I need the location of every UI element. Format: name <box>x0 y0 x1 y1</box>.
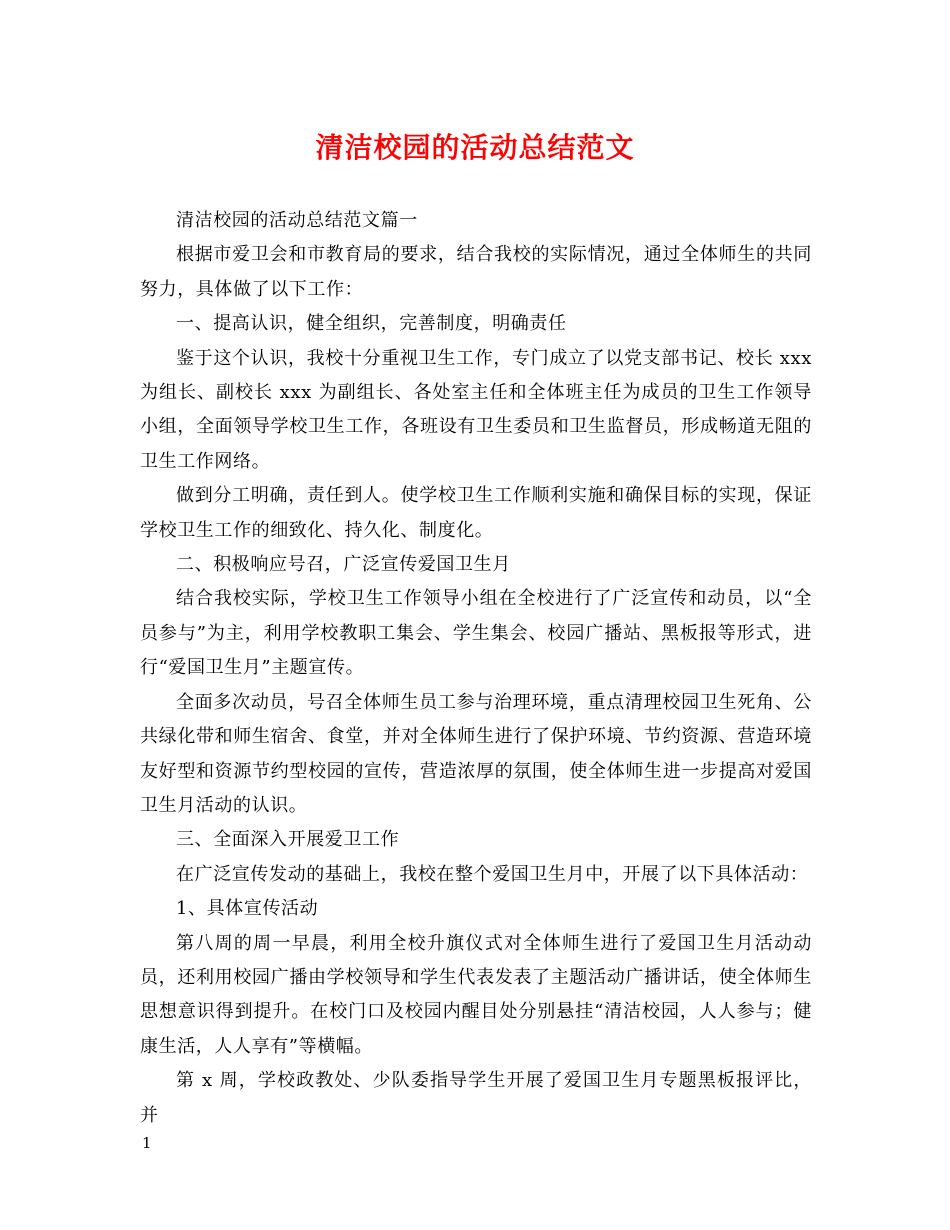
paragraph: 做到分工明确，责任到人。使学校卫生工作顺利实施和确保目标的实现，保证学校卫生工作的细致化、持久化、制度化。 <box>140 485 812 541</box>
page-number: 1 <box>142 1134 152 1152</box>
document-title: 清洁校园的活动总结范文 <box>315 131 635 164</box>
paragraph: 三、全面深入开展爱卫工作 <box>176 829 400 851</box>
paragraph: 二、积极响应号召，广泛宣传爱国卫生月 <box>176 554 511 576</box>
paragraph: 1、具体宣传活动 <box>176 898 319 920</box>
paragraph: 全面多次动员，号召全体师生员工参与治理环境，重点清理校园卫生死角、公共绿化带和师生宿舍、食堂，并对全体师生进行了保护环境、节约资源、营造环境友好型和资源节约型校园的宣传，营造浓厚的氛围，使全体师生进一步提高对爱国卫生月活动的认识。 <box>140 691 812 816</box>
paragraph: 第八周的周一早晨，利用全校升旗仪式对全体师生进行了爱国卫生月活动动员，还利用校园广播由学校领导和学生代表发表了主题活动广播讲话，使全体师生思想意识得到提升。在校门口及校园内醒目处分别悬挂“清洁校园，人人参与；健康生活，人人享有”等横幅。 <box>140 932 812 1057</box>
paragraph: 在广泛宣传发动的基础上，我校在整个爱国卫生月中，开展了以下具体活动： <box>176 863 809 885</box>
paragraph: 根据市爱卫会和市教育局的要求，结合我校的实际情况，通过全体师生的共同努力，具体做了以下工作： <box>140 244 812 300</box>
paragraph: 鉴于这个认识，我校十分重视卫生工作，专门成立了以党支部书记、校长 xxx 为组长、副校长 xxx 为副组长、各处室主任和全体班主任为成员的卫生工作领导小组，全面领导学校卫生工作，各班设有卫生委员和卫生监督员，形成畅道无阻的卫生工作网络。 <box>140 347 812 472</box>
paragraph: 清洁校园的活动总结范文篇一 <box>176 210 418 231</box>
document-body <box>140 204 812 1133</box>
paragraph: 一、提高认识，健全组织，完善制度，明确责任 <box>176 313 567 335</box>
paragraph: 结合我校实际，学校卫生工作领导小组在全校进行了广泛宣传和动员，以“全员参与”为主，利用学校教职工集会、学生集会、校园广播站、黑板报等形式，进行“爱国卫生月”主题宣传。 <box>140 588 812 679</box>
paragraph: 第 x 周，学校政教处、少队委指导学生开展了爱国卫生月专题黑板报评比，并 <box>140 1070 812 1126</box>
